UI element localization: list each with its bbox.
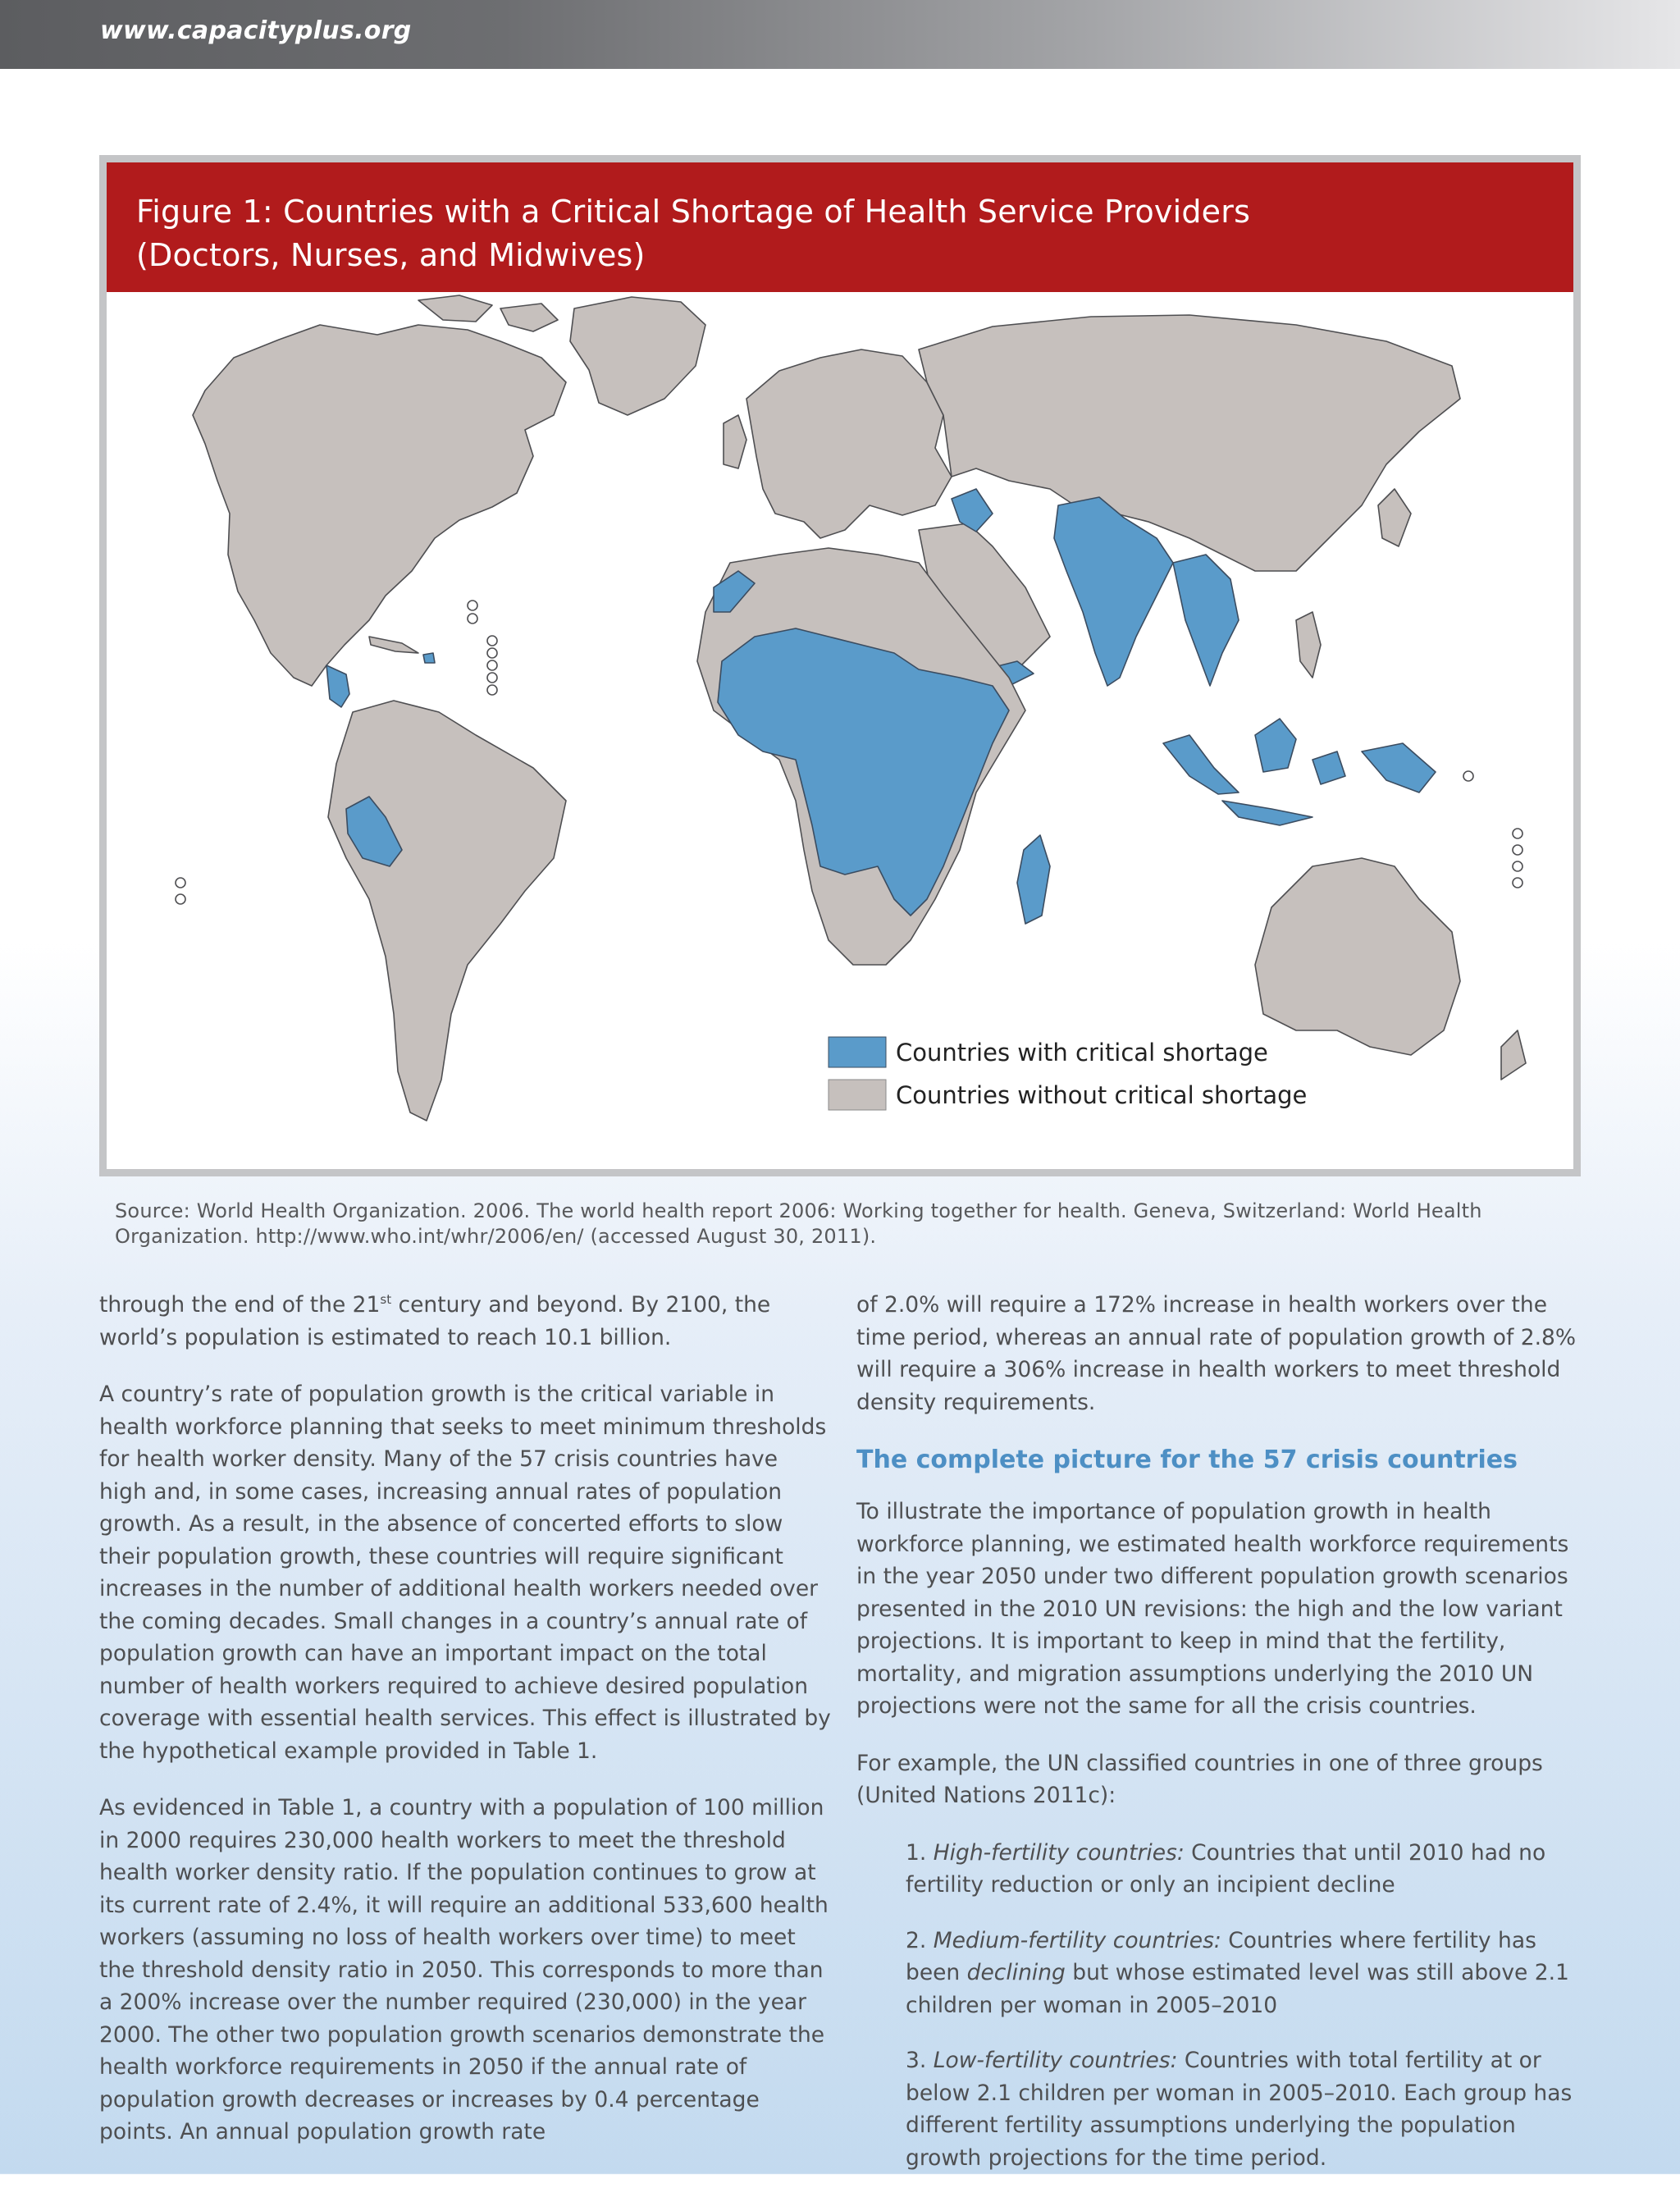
site-url[interactable]: www.capacityplus.org xyxy=(100,16,412,45)
pacific-isle-marker xyxy=(1513,829,1522,838)
header-bar xyxy=(0,0,1680,69)
list-item: 2. Medium-fertility countries: Countries where fertility has been declining but whose estimated level was still above 2.1 children per woman in 2005–2010 xyxy=(906,1927,1569,2018)
arctic-islands xyxy=(418,295,558,331)
map-legend xyxy=(829,1037,1307,1110)
section-heading: The complete picture for the 57 crisis countries xyxy=(856,1446,1518,1474)
caribbean-isle-marker xyxy=(487,673,497,683)
figure-title-bar xyxy=(107,162,1573,292)
central-america-critical xyxy=(326,665,349,707)
pacific-isle-marker xyxy=(1513,861,1522,871)
caribbean-isle-marker xyxy=(487,648,497,658)
caribbean-isle-marker xyxy=(487,685,497,695)
asia-landmass xyxy=(919,315,1460,571)
pacific-isle-marker xyxy=(1513,878,1522,888)
world-map xyxy=(107,292,1573,1169)
australia-landmass xyxy=(1255,858,1460,1055)
left-paragraph-3: As evidenced in Table 1, a country with a population of 100 million in 2000 requires 230,000 health workers to meet the threshold health worker density ratio. If the population continues to grow at its current rate of 2.4%, it will require an additional 533,600 health workers (assuming no loss of health workers over time) to meet the threshold density ratio in 2050. This corresponds to more than a 200% increase over the number required (230,000) in the year 2000. The other two population growth scenarios demonstrate the health workforce requirements in 2050 if the annual rate of population growth decreases or increases by 0.4 percentage points. An annual population growth rate xyxy=(99,1795,829,2144)
figure-title-line2: (Doctors, Nurses, and Midwives) xyxy=(136,237,646,273)
legend-swatch-non-critical xyxy=(829,1080,886,1110)
indonesia-islands-critical xyxy=(1222,801,1312,825)
right-column xyxy=(856,1289,1583,2197)
haiti-critical xyxy=(423,653,435,663)
uk-landmass xyxy=(724,415,746,468)
indonesia-critical xyxy=(1163,719,1436,794)
pacific-isle-marker xyxy=(176,878,185,888)
southeast-asia-critical xyxy=(1173,555,1239,686)
caribbean-isle-marker xyxy=(468,601,477,610)
caribbean-isle-marker xyxy=(468,614,477,623)
north-america-landmass xyxy=(193,325,566,686)
india-critical xyxy=(1054,497,1173,686)
right-paragraph-3: For example, the UN classified countries in one of three groups (United Nations 2011c): xyxy=(856,1750,1543,1808)
europe-landmass xyxy=(746,349,952,538)
right-paragraph-2: To illustrate the importance of population growth in health workforce planning, we estimated health workforce requirements in the year 2050 under two different population growth scenarios presented in the 2010 UN revisions: the high and the low variant projections. It is important to keep in mind that the fertility, mortality, and migration assumptions underlying the 2010 UN projections were not the same for all the crisis countries. xyxy=(856,1499,1569,1719)
legend-label-critical: Countries with critical shortage xyxy=(896,1039,1268,1067)
caribbean-isle-marker xyxy=(487,660,497,670)
caribbean-isle-marker xyxy=(487,636,497,646)
figure-source: Source: World Health Organization. 2006. The world health report 2006: Working together for health. Geneva, Switzerland: World Health Organization. http://www.who.int/whr/2006/en/ (accessed August 30, 2011). xyxy=(115,1199,1482,1248)
pacific-isle-marker xyxy=(176,894,185,904)
left-paragraph-1: through the end of the 21st century and beyond. By 2100, the world’s population is estimated to reach 10.1 billion. xyxy=(99,1292,771,1350)
greenland-landmass xyxy=(570,297,705,415)
japan xyxy=(1378,489,1411,546)
right-paragraph-1: of 2.0% will require a 172% increase in health workers over the time period, whereas an annual rate of population growth of 2.8% will require a 306% increase in health workers to meet threshold density requirements. xyxy=(856,1292,1577,1415)
pacific-isle-marker xyxy=(1463,771,1473,781)
figure-title-line1: Figure 1: Countries with a Critical Shortage of Health Service Providers xyxy=(136,194,1251,230)
south-america-landmass xyxy=(328,701,566,1121)
left-paragraph-2: A country’s rate of population growth is the critical variable in health workforce planning that seeks to meet minimum thresholds for health worker density. Many of the 57 crisis countries have high and, in some cases, increasing annual rates of population growth. As a result, in the absence of concerted efforts to slow their population growth, these countries will require significant increases in the number of additional health workers needed over the coming decades. Small changes in a country’s annual rate of population growth can have an important impact on the total number of health workers required to achieve desired population coverage with essential health services. This effect is illustrated by the hypothetical example provided in Table 1. xyxy=(99,1382,831,1764)
list-item: 1. High-fertility countries: Countries that until 2010 had no fertility reduction or only an incipient decline xyxy=(906,1839,1546,1898)
figure-1 xyxy=(99,155,1581,1176)
legend-label-non-critical: Countries without critical shortage xyxy=(896,1081,1308,1109)
left-column xyxy=(99,1289,831,2173)
philippines xyxy=(1296,612,1321,678)
list-item: 3. Low-fertility countries: Countries with total fertility at or below 2.1 children per woman in 2005–2010. Each group has different fertility assumptions underlying the population growth projections for the time period. xyxy=(906,2048,1573,2171)
cuba xyxy=(369,637,418,653)
new-zealand xyxy=(1501,1030,1526,1080)
madagascar-critical xyxy=(1017,835,1050,924)
pacific-isle-marker xyxy=(1513,845,1522,855)
legend-swatch-critical xyxy=(829,1037,886,1067)
